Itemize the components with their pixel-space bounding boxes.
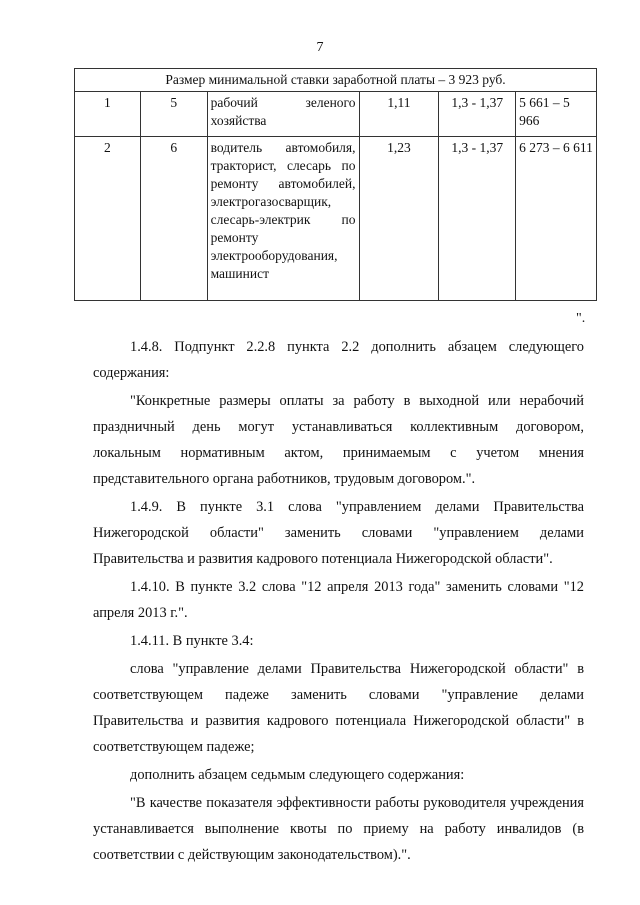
paragraph-1-4-8: 1.4.8. Подпункт 2.2.8 пункта 2.2 дополнить абзацем следующего содержания: — [93, 339, 584, 381]
coefficient-cell: 1,23 — [359, 137, 439, 301]
page-number: 7 — [316, 40, 324, 55]
table-row — [75, 137, 597, 301]
paragraph-words-replace: слова "управление делами Правительства Нижегородской области" в соответствующем падеже заменить словами "управление делами Правительства и развития кадрового потенциала Нижегородской области" в соответствующем падеже; — [93, 661, 584, 755]
row-number-cell: 1 — [75, 92, 141, 137]
table-closing-mark: ". — [576, 311, 586, 326]
table-header-row — [75, 69, 597, 92]
paragraph-1-4-10: 1.4.10. В пункте 3.2 слова "12 апреля 2013 года" заменить словами "12 апреля 2013 г.". — [93, 579, 584, 621]
grade-cell: 5 — [140, 92, 207, 137]
paragraph-quote-payment: "Конкретные размеры оплаты за работу в выходной или нерабочий праздничный день могут устанавливаться коллективным договором, локальным нормативным актом, принимаемым с учетом мнения представительного органа работников, трудовым договором.". — [93, 393, 584, 487]
wage-table — [74, 68, 597, 301]
profession-cell: водитель автомобиля, тракторист, слесарь по ремонту автомобилей, электрогазосварщик, слесарь-электрик по ремонту электрооборудования, машинист — [207, 137, 359, 301]
row-number-cell: 2 — [75, 137, 141, 301]
document-body — [93, 334, 584, 868]
table-row — [75, 92, 597, 137]
range-cell: 1,3 - 1,37 — [439, 137, 516, 301]
salary-cell: 5 661 – 5 966 — [516, 92, 597, 137]
table-header-cell: Размер минимальной ставки заработной платы – 3 923 руб. — [75, 69, 597, 92]
salary-cell: 6 273 – 6 611 — [516, 137, 597, 301]
paragraph-quote-quota: "В качестве показателя эффективности работы руководителя учреждения устанавливается выполнение квоты по приему на работу инвалидов (в соответствии с действующим законодательством).". — [93, 795, 584, 863]
range-cell: 1,3 - 1,37 — [439, 92, 516, 137]
coefficient-cell: 1,11 — [359, 92, 439, 137]
grade-cell: 6 — [140, 137, 207, 301]
profession-cell: рабочий зеленого хозяйства — [207, 92, 359, 137]
paragraph-add-seventh: дополнить абзацем седьмым следующего содержания: — [130, 767, 465, 783]
paragraph-1-4-9: 1.4.9. В пункте 3.1 слова "управлением делами Правительства Нижегородской области" заменить словами "управлением делами Правительства и развития кадрового потенциала Нижегородской области". — [93, 499, 584, 567]
paragraph-1-4-11: 1.4.11. В пункте 3.4: — [130, 633, 254, 649]
